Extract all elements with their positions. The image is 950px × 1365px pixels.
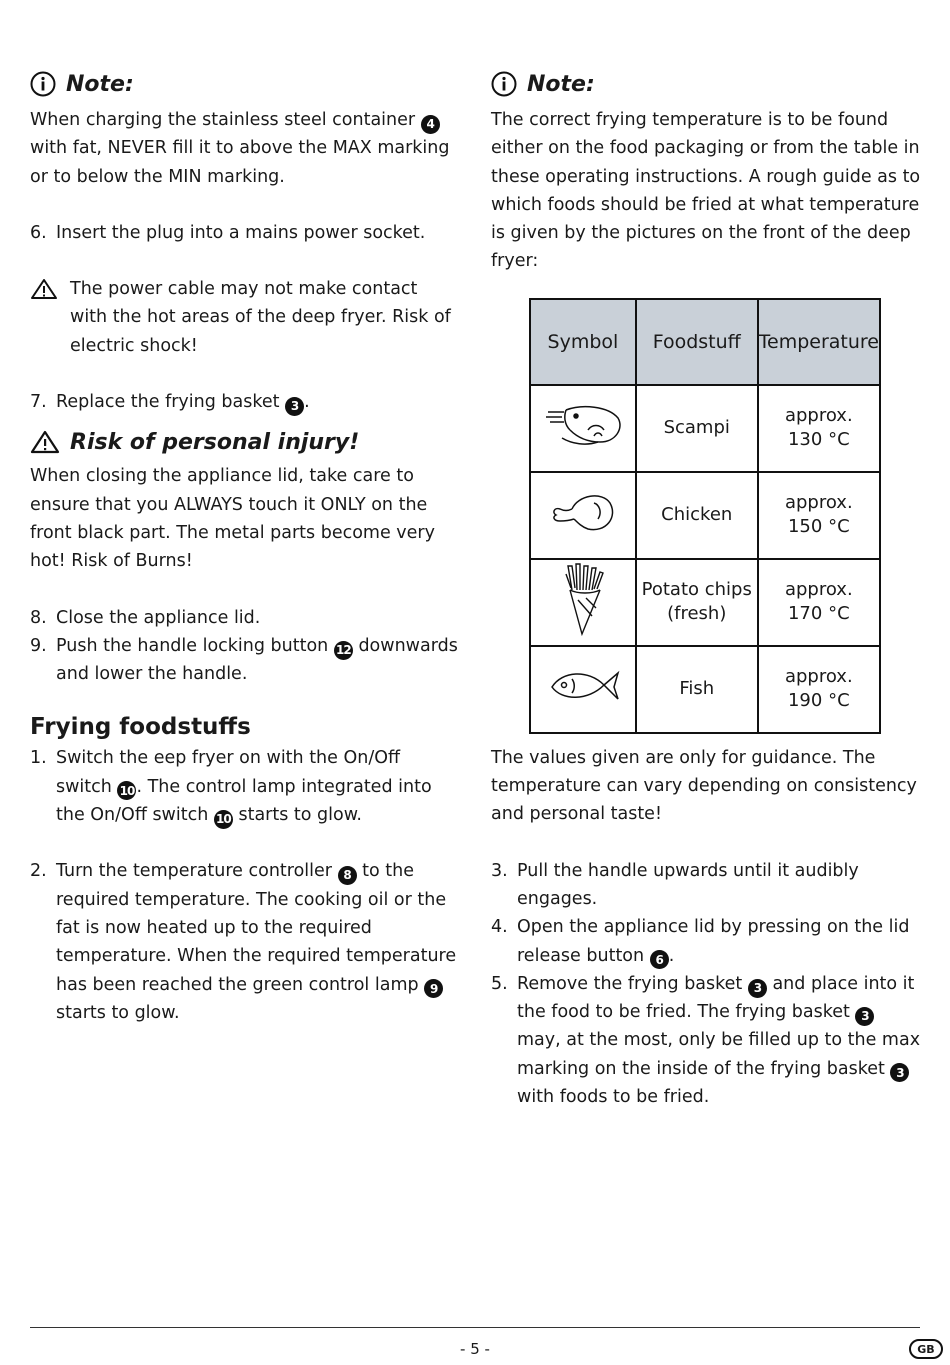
column-header: Symbol [530, 299, 636, 385]
shrimp-icon [542, 400, 624, 450]
note-title: Note: [527, 71, 595, 97]
language-badge: GB [909, 1339, 943, 1359]
right-column [491, 62, 921, 1111]
part-number-badge: 8 [338, 866, 357, 885]
temperature-cell: approx. 190 °C [758, 646, 880, 733]
temperature-table [529, 298, 881, 734]
step-8: 8. Close the appliance lid. [30, 607, 261, 628]
section-heading: Frying foodstuffs [30, 714, 251, 741]
step-5: 5. Remove the frying basket 3 and place into it the food to be fried. The frying basket 3 may, at the most, only be filled up to the max marking on the inside of the frying basket 3 with foods to be fried. [491, 973, 921, 1108]
warning-cable-text: The power cable may not make contact with the hot areas of the deep fryer. Risk of electric shock! [70, 279, 451, 356]
note-text: When charging the stainless steel container 4 with fat, NEVER fill it to above the MAX marking or to below the MIN marking. [30, 110, 450, 187]
step-6: 6. Insert the plug into a mains power socket. [30, 222, 426, 243]
food-name: Potato chips (fresh) [636, 559, 758, 646]
warning-triangle-icon [30, 430, 60, 454]
warning-triangle-icon [30, 278, 58, 300]
part-number-badge: 9 [424, 979, 443, 998]
part-number-badge: 3 [855, 1007, 874, 1026]
step-3: 3. Pull the handle upwards until it audibly engages. [491, 860, 859, 909]
part-number-badge: 10 [117, 781, 136, 800]
left-column [30, 62, 460, 1027]
table-row [530, 646, 880, 733]
part-number-badge: 12 [334, 641, 353, 660]
note-text: The correct frying temperature is to be found either on the food packaging or from the table in these operating instructions. A rough guide as to which foods should be fried at what temperature is given by the pictures on the front of the deep fryer: [491, 110, 921, 272]
note-heading [491, 62, 921, 106]
table-row [530, 559, 880, 646]
food-name: Fish [636, 646, 758, 733]
note-heading [30, 62, 460, 106]
table-row [530, 472, 880, 559]
part-number-badge: 3 [285, 397, 304, 416]
warning-cable [30, 275, 460, 360]
step-7: 7. Replace the frying basket 3 . [30, 388, 460, 416]
footer-divider [30, 1327, 920, 1328]
part-number-badge: 3 [890, 1063, 909, 1082]
chicken-leg-icon [542, 487, 624, 537]
frying-step-2: 2. Turn the temperature controller 8 to the required temperature. The cooking oil or the fat is now heated up to the required temperature. When the required temperature has been reached the green control lamp 9 starts to glow. [30, 861, 457, 1023]
food-name: Scampi [636, 385, 758, 472]
part-number-badge: 10 [214, 810, 233, 829]
frying-step-1: 1. Switch the eep fryer on with the On/Off switch 10 . The control lamp integrated into the On/Off switch 10 starts to glow. [30, 744, 460, 829]
fries-icon [542, 560, 624, 638]
table-row [530, 385, 880, 472]
info-icon [30, 71, 56, 97]
note-title: Note: [66, 71, 134, 97]
part-number-badge: 4 [421, 115, 440, 134]
risk-title: Risk of personal injury! [70, 429, 360, 455]
page-number: - 5 - [460, 1340, 490, 1358]
part-number-badge: 3 [748, 979, 767, 998]
step-4: 4. Open the appliance lid by pressing on the lid release button 6 . [491, 913, 921, 970]
risk-text: When closing the appliance lid, take care to ensure that you ALWAYS touch it ONLY on the front black part. The metal parts become very hot! Risk of Burns! [30, 466, 435, 572]
temperature-cell: approx. 130 °C [758, 385, 880, 472]
info-icon [491, 71, 517, 97]
fish-icon [542, 661, 624, 711]
column-header: Temperature [758, 299, 880, 385]
part-number-badge: 6 [650, 950, 669, 969]
column-header: Foodstuff [636, 299, 758, 385]
food-name: Chicken [636, 472, 758, 559]
step-9: 9. Push the handle locking button 12 downwards and lower the handle. [30, 635, 458, 685]
guidance-text: The values given are only for guidance. The temperature can vary depending on consistency and personal taste! [491, 747, 917, 825]
temperature-cell: approx. 170 °C [758, 559, 880, 646]
temperature-cell: approx. 150 °C [758, 472, 880, 559]
risk-heading [30, 422, 460, 462]
